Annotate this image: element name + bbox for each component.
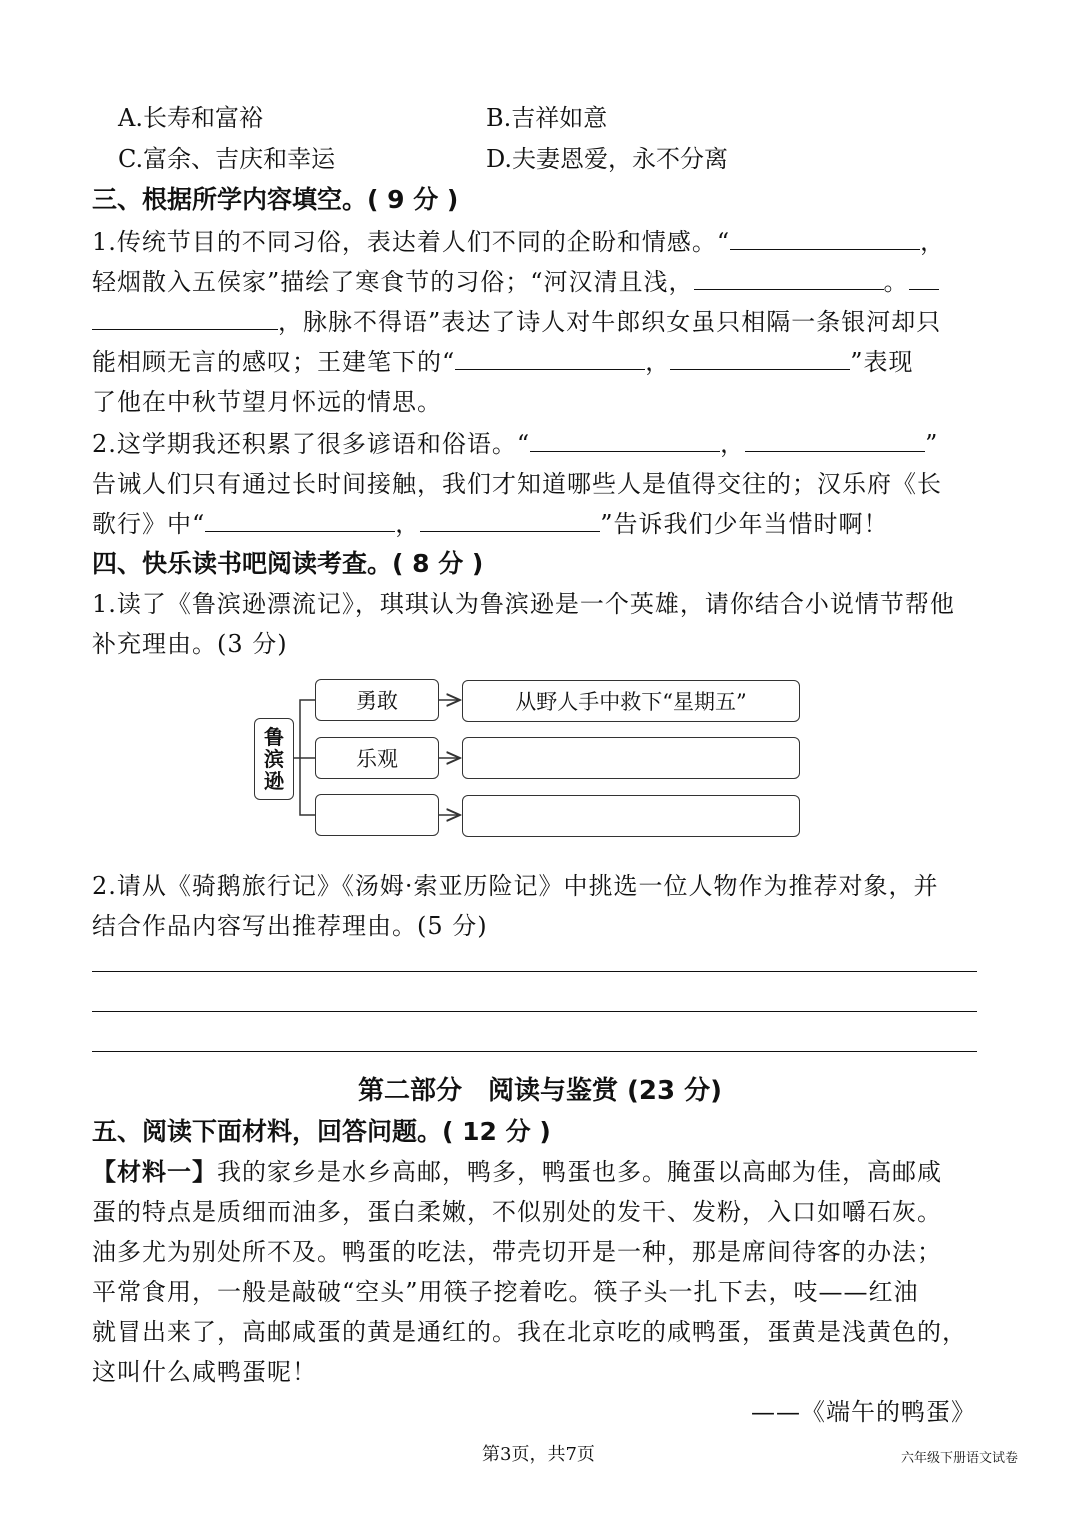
s3-q2-l1a: 2.这学期我还积累了很多谚语和俗语。“	[92, 430, 531, 458]
material-source: ——《端午的鸭蛋》	[751, 1398, 976, 1426]
material-line-1	[92, 1152, 942, 1187]
material-line-3: 油多尤为别处所不及。鸭蛋的吃法，带壳切开是一种，那是席间待客的办法；	[92, 1238, 942, 1266]
section4-title: 四、快乐读书吧阅读考查。( 8 分 )	[92, 549, 484, 578]
s3-q1-l2a: 轻烟散入五侯家”描绘了寒食节的习俗；“河汉清且浅，	[92, 268, 694, 296]
material-label: 【材料一】	[92, 1158, 217, 1186]
answer-line[interactable]	[92, 1011, 977, 1012]
s3-q2-l1b: ，	[720, 430, 746, 458]
root-char: 逊	[264, 769, 284, 793]
option-d: D.夫妻恩爱，永不分离	[486, 145, 729, 173]
reason-box-2[interactable]	[462, 737, 800, 779]
s4-q2-line1: 2.请从《骑鹅旅行记》《汤姆·索亚历险记》中挑选一位人物作为推荐对象，并	[92, 872, 939, 900]
paper-title: 六年级下册语文试卷	[900, 1451, 1018, 1466]
s4-q2-line2: 结合作品内容写出推荐理由。(5 分)	[92, 912, 488, 940]
page-number: 第3页，共7页	[482, 1444, 595, 1465]
section3-title: 三、根据所学内容填空。( 9 分 )	[92, 185, 459, 214]
s4-q1-line1: 1.读了《鲁滨逊漂流记》，琪琪认为鲁滨逊是一个英雄，请你结合小说情节帮他	[92, 590, 955, 618]
s3-q1-l1a: 1.传统节目的不同习俗，表达着人们不同的企盼和情感。“	[92, 228, 731, 256]
s3-q2-l3a: 歌行》中“	[92, 510, 206, 538]
answer-line[interactable]	[92, 971, 977, 972]
root-box-robinson	[254, 718, 294, 800]
material-text: 我的家乡是水乡高邮，鸭多，鸭蛋也多。腌蛋以高邮为佳，高邮咸	[217, 1158, 942, 1186]
s3-q1-l4c: ”表现	[850, 348, 914, 376]
material-line-4: 平常食用，一般是敲破“空头”用筷子挖着吃。筷子头一扎下去，吱——红油	[92, 1278, 919, 1306]
s3-q1-line5: 了他在中秋节望月怀远的情思。	[92, 388, 442, 416]
branch-lines	[293, 700, 315, 815]
trait-box-2: 乐观	[315, 737, 439, 779]
reason-box-1: 从野人手中救下“星期五”	[462, 680, 800, 722]
s3-q2-line2: 告诫人们只有通过长时间接触，我们才知道哪些人是值得交往的；汉乐府《长	[92, 470, 942, 498]
option-c: C.富余、吉庆和幸运	[118, 145, 336, 173]
s3-q2-l3c: ”告诉我们少年当惜时啊！	[600, 510, 889, 538]
trait-box-1: 勇敢	[315, 679, 439, 721]
s3-q2-l1c: ”	[925, 430, 939, 458]
s3-q1-l3b: ，脉脉不得语”表达了诗人对牛郎织女虽只相隔一条银河却只	[278, 308, 942, 336]
s3-q1-l4b: ，	[645, 348, 671, 376]
part2-title: 第二部分 阅读与鉴赏 (23 分)	[357, 1076, 723, 1106]
option-b: B.吉祥如意	[486, 104, 608, 132]
trait-box-3[interactable]	[315, 794, 439, 836]
reason-box-3[interactable]	[462, 795, 800, 837]
option-a: A.长寿和富裕	[118, 104, 263, 132]
material-line-5: 就冒出来了，高邮咸蛋的黄是通红的。我在北京吃的咸鸭蛋，蛋黄是浅黄色的，	[92, 1318, 967, 1346]
s3-q1-l2b: 。	[883, 268, 909, 296]
s3-q1-l4a: 能相顾无言的感叹；王建笔下的“	[92, 348, 456, 376]
s4-q1-line2: 补充理由。(3 分)	[92, 630, 288, 658]
answer-line[interactable]	[92, 1051, 977, 1052]
root-char: 鲁	[264, 725, 284, 749]
root-char: 滨	[264, 747, 284, 771]
s3-q1-l1b: ，	[920, 228, 946, 256]
material-line-6: 这叫什么咸鸭蛋呢！	[92, 1358, 317, 1386]
material-line-2: 蛋的特点是质细而油多，蛋白柔嫩，不似别处的发干、发粉，入口如嚼石灰。	[92, 1198, 942, 1226]
s3-q2-l3b: ，	[395, 510, 421, 538]
section5-title: 五、阅读下面材料，回答问题。( 12 分 )	[92, 1117, 551, 1146]
